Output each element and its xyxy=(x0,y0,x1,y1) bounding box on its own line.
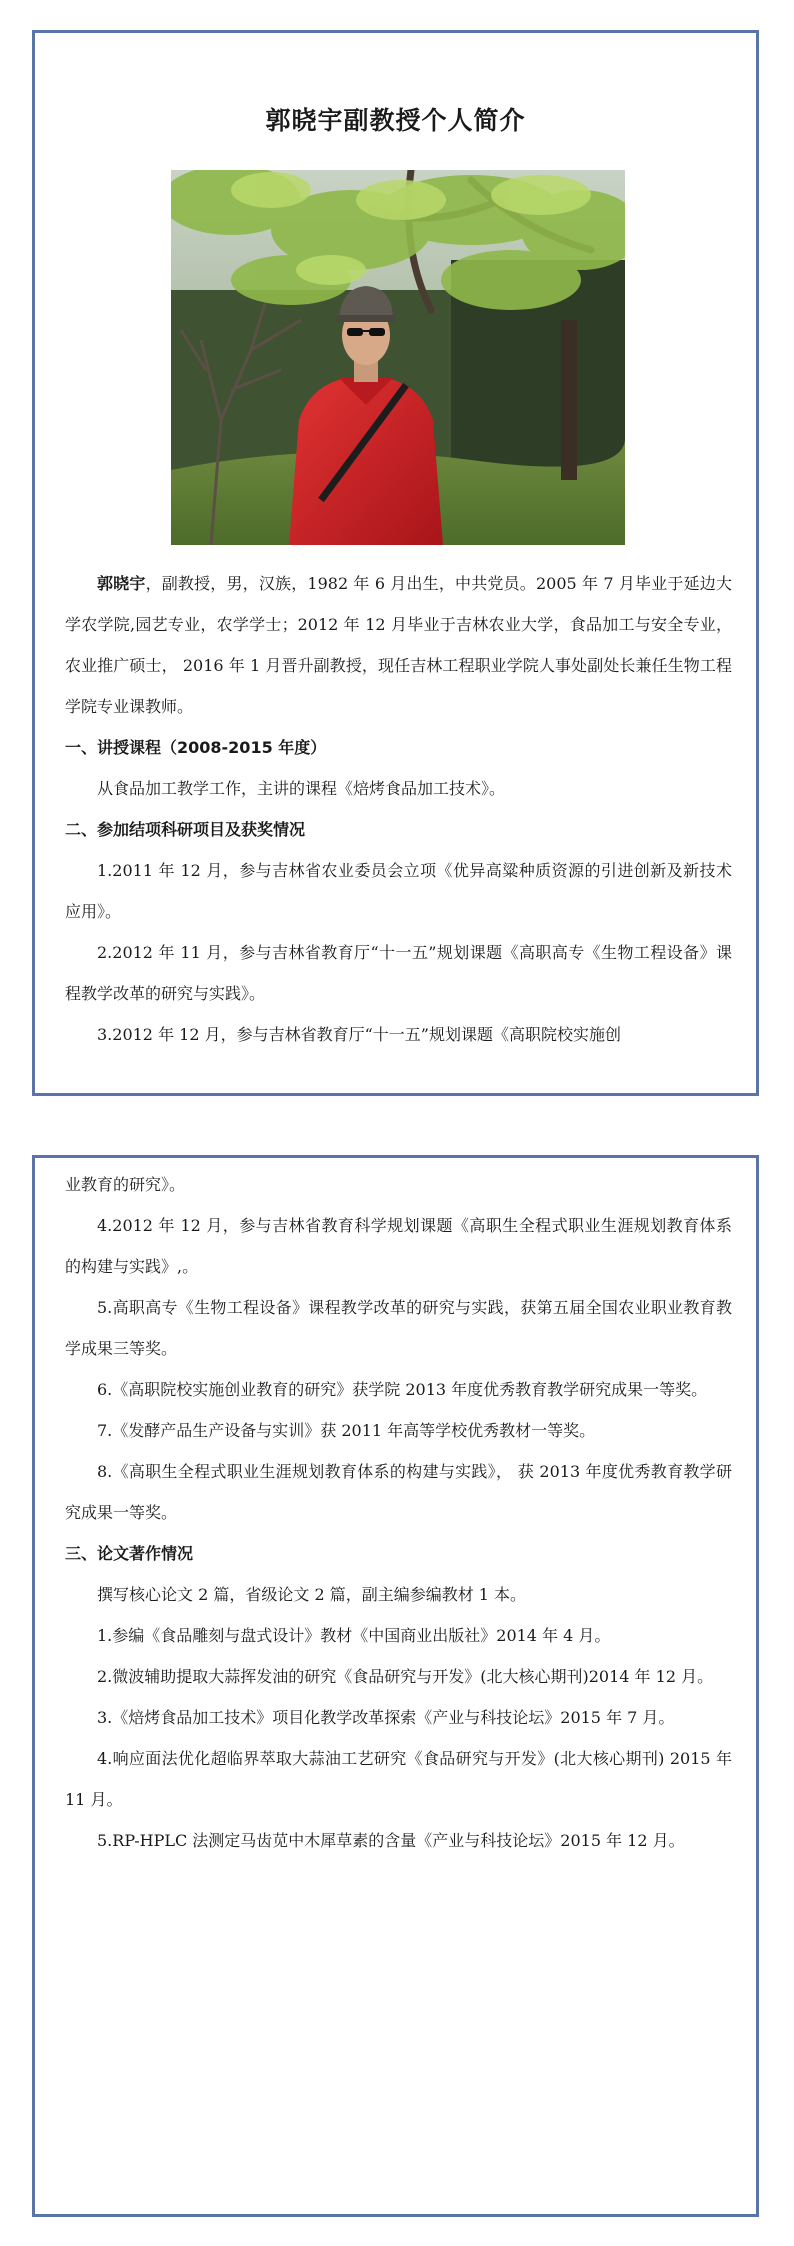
page-title: 郭晓宇副教授个人简介 xyxy=(265,106,526,135)
section1-heading: 一、讲授课程（2008-2015 年度） xyxy=(65,738,327,757)
portrait-photo xyxy=(171,170,625,545)
section1-text: 从食品加工教学工作，主讲的课程《焙烤食品加工技术》。 xyxy=(97,779,506,798)
project-item-2: 2.2012 年 11 月，参与吉林省教育厅“十一五”规划课题《高职高专《生物工程设备》课程教学改革的研究与实践》。 xyxy=(65,943,732,1003)
project-item-8: 8.《高职生全程式职业生涯规划教育体系的构建与实践》， 获 2013 年度优秀教育教学研究成果一等奖。 xyxy=(65,1462,732,1522)
publication-item-5: 5.RP-HPLC 法测定马齿苋中木犀草素的含量《产业与科技论坛》2015 年 12 月。 xyxy=(97,1831,685,1850)
publication-item-2: 2.微波辅助提取大蒜挥发油的研究《食品研究与开发》(北大核心期刊)2014 年 12 月。 xyxy=(97,1667,714,1686)
page-1-body xyxy=(65,563,732,1055)
section2-heading: 二、参加结项科研项目及获奖情况 xyxy=(65,820,306,839)
project-item-4: 4.2012 年 12 月，参与吉林省教育科学规划课题《高职生全程式职业生涯规划教育体系的构建与实践》,。 xyxy=(65,1216,732,1276)
publication-item-1: 1.参编《食品雕刻与盘式设计》教材《中国商业出版社》2014 年 4 月。 xyxy=(97,1626,611,1645)
project-item-6: 6.《高职院校实施创业教育的研究》获学院 2013 年度优秀教育教学研究成果一等奖。 xyxy=(97,1380,708,1399)
publication-item-4: 4.响应面法优化超临界萃取大蒜油工艺研究《食品研究与开发》(北大核心期刊) 2015 年 11 月。 xyxy=(65,1749,732,1809)
project-item-3-part1: 3.2012 年 12 月，参与吉林省教育厅“十一五”规划课题《高职院校实施创 xyxy=(97,1025,621,1044)
project-item-5: 5.高职高专《生物工程设备》课程教学改革的研究与实践，获第五届全国农业职业教育教学成果三等奖。 xyxy=(65,1298,732,1358)
page-2-body xyxy=(65,1164,732,1861)
intro-paragraph xyxy=(65,563,732,727)
intro-text: ，副教授，男，汉族，1982 年 6 月出生，中共党员。2005 年 7 月毕业于延边大学农学院,园艺专业，农学学士；2012 年 12 月毕业于吉林农业大学，食品加工与安全专业，农业推广硕士， 2016 年 1 月晋升副教授，现任吉林工程职业学院人事处副处长兼任生物工程学院专业课教师。 xyxy=(65,574,732,716)
project-item-1: 1.2011 年 12 月，参与吉林省农业委员会立项《优异高粱种质资源的引进创新及新技术应用》。 xyxy=(65,861,732,921)
publication-item-3: 3.《焙烤食品加工技术》项目化教学改革探索《产业与科技论坛》2015 年 7 月。 xyxy=(97,1708,675,1727)
page-1 xyxy=(32,30,759,1096)
publications-summary: 撰写核心论文 2 篇，省级论文 2 篇，副主编参编教材 1 本。 xyxy=(97,1585,527,1604)
project-item-7: 7.《发酵产品生产设备与实训》获 2011 年高等学校优秀教材一等奖。 xyxy=(97,1421,596,1440)
project-item-3-part2: 业教育的研究》。 xyxy=(65,1175,186,1194)
person-name: 郭晓宇 xyxy=(97,574,146,593)
section3-heading: 三、论文著作情况 xyxy=(65,1544,194,1563)
page-2 xyxy=(32,1155,759,2217)
